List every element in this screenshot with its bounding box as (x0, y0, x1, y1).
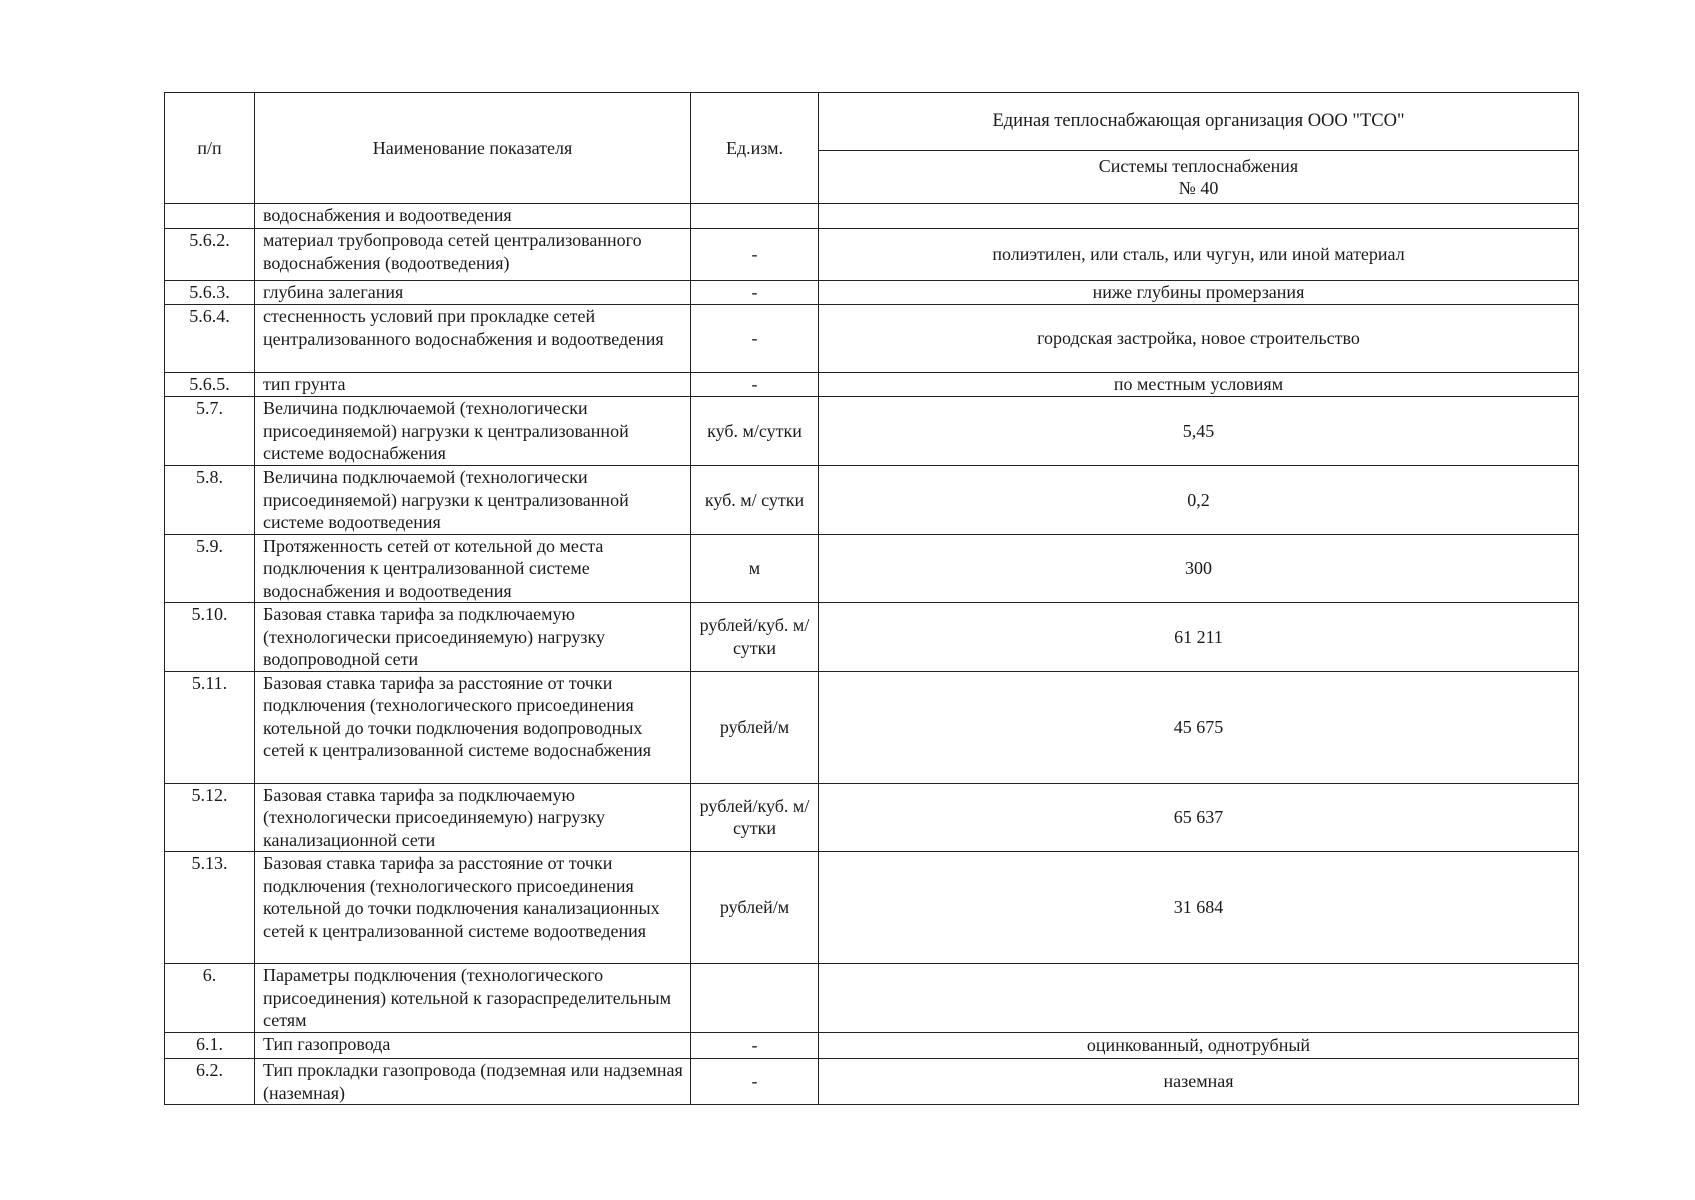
row-unit: - (691, 229, 819, 281)
row-unit: рублей/куб. м/сутки (691, 603, 819, 672)
table-row (165, 964, 1579, 1033)
row-value: 31 684 (819, 852, 1579, 964)
row-indicator-name: Базовая ставка тарифа за подключаемую (технологически присоединяемую) нагрузку канализационной сети (255, 783, 691, 852)
row-value: 300 (819, 534, 1579, 603)
row-unit (691, 964, 819, 1033)
row-value: 45 675 (819, 671, 1579, 783)
row-unit: куб. м/ сутки (691, 466, 819, 535)
col-header-unit: Ед.изм. (691, 93, 819, 204)
row-value (819, 204, 1579, 229)
row-number: 5.11. (165, 671, 255, 783)
table-row (165, 1033, 1579, 1059)
col-header-organization: Единая теплоснабжающая организация ООО "ТСО" (819, 93, 1579, 151)
row-indicator-name: стесненность условий при прокладке сетей централизованного водоснабжения и водоотведения (255, 305, 691, 373)
row-number: 5.6.2. (165, 229, 255, 281)
table-row (165, 466, 1579, 535)
table-row (165, 534, 1579, 603)
row-indicator-name: Тип газопровода (255, 1033, 691, 1059)
table-row (165, 397, 1579, 466)
row-indicator-name: Величина подключаемой (технологически присоединяемой) нагрузки к централизованной системе водоснабжения (255, 397, 691, 466)
system-number: № 40 (1178, 178, 1219, 198)
row-unit: м (691, 534, 819, 603)
table-row (165, 783, 1579, 852)
row-value: оцинкованный, однотрубный (819, 1033, 1579, 1059)
row-number: 5.7. (165, 397, 255, 466)
tariff-parameters-table (164, 92, 1579, 1105)
table-row (165, 373, 1579, 397)
table-row (165, 204, 1579, 229)
row-indicator-name: Базовая ставка тарифа за подключаемую (технологически присоединяемую) нагрузку водопроводной сети (255, 603, 691, 672)
table-row (165, 281, 1579, 305)
row-indicator-name: Тип прокладки газопровода (подземная или надземная (наземная) (255, 1059, 691, 1105)
row-indicator-name: водоснабжения и водоотведения (255, 204, 691, 229)
row-value: наземная (819, 1059, 1579, 1105)
col-header-system (819, 151, 1579, 204)
row-number: 6. (165, 964, 255, 1033)
row-number: 5.6.4. (165, 305, 255, 373)
row-value: по местным условиям (819, 373, 1579, 397)
row-value: 65 637 (819, 783, 1579, 852)
row-number: 5.13. (165, 852, 255, 964)
row-value: 5,45 (819, 397, 1579, 466)
row-number: 5.6.5. (165, 373, 255, 397)
table-row (165, 603, 1579, 672)
table-row (165, 1059, 1579, 1105)
row-indicator-name: Базовая ставка тарифа за расстояние от точки подключения (технологического присоединения котельной до точки подключения водопроводных сетей к централизованной системе водоснабжения (255, 671, 691, 783)
system-label: Системы теплоснабжения (1098, 155, 1299, 176)
table-row (165, 671, 1579, 783)
col-header-number: п/п (165, 93, 255, 204)
row-indicator-name: тип грунта (255, 373, 691, 397)
row-indicator-name: Параметры подключения (технологического присоединения) котельной к газораспределительным сетям (255, 964, 691, 1033)
row-number: 5.6.3. (165, 281, 255, 305)
table-row (165, 852, 1579, 964)
header-row-1 (165, 93, 1579, 151)
row-unit: - (691, 281, 819, 305)
table-body (165, 204, 1579, 1105)
row-unit: - (691, 373, 819, 397)
row-unit: рублей/куб. м/сутки (691, 783, 819, 852)
row-indicator-name: Величина подключаемой (технологически присоединяемой) нагрузки к централизованной системе водоотведения (255, 466, 691, 535)
col-header-name: Наименование показателя (255, 93, 691, 204)
row-unit: рублей/м (691, 671, 819, 783)
row-value: полиэтилен, или сталь, или чугун, или иной материал (819, 229, 1579, 281)
row-unit: - (691, 1033, 819, 1059)
row-number: 6.1. (165, 1033, 255, 1059)
row-number (165, 204, 255, 229)
row-unit: - (691, 305, 819, 373)
row-unit (691, 204, 819, 229)
row-unit: куб. м/сутки (691, 397, 819, 466)
table-row (165, 305, 1579, 373)
row-number: 5.8. (165, 466, 255, 535)
row-number: 5.12. (165, 783, 255, 852)
row-value (819, 964, 1579, 1033)
row-value: городская застройка, новое строительство (819, 305, 1579, 373)
row-value: ниже глубины промерзания (819, 281, 1579, 305)
row-unit: - (691, 1059, 819, 1105)
row-value: 0,2 (819, 466, 1579, 535)
table-row (165, 229, 1579, 281)
row-value: 61 211 (819, 603, 1579, 672)
row-indicator-name: Протяженность сетей от котельной до места подключения к централизованной системе водоснабжения и водоотведения (255, 534, 691, 603)
row-number: 5.9. (165, 534, 255, 603)
row-indicator-name: Базовая ставка тарифа за расстояние от точки подключения (технологического присоединения котельной до точки подключения канализационных сетей к централизованной системе водоотведения (255, 852, 691, 964)
row-number: 5.10. (165, 603, 255, 672)
row-indicator-name: материал трубопровода сетей централизованного водоснабжения (водоотведения) (255, 229, 691, 281)
row-unit: рублей/м (691, 852, 819, 964)
row-number: 6.2. (165, 1059, 255, 1105)
row-indicator-name: глубина залегания (255, 281, 691, 305)
